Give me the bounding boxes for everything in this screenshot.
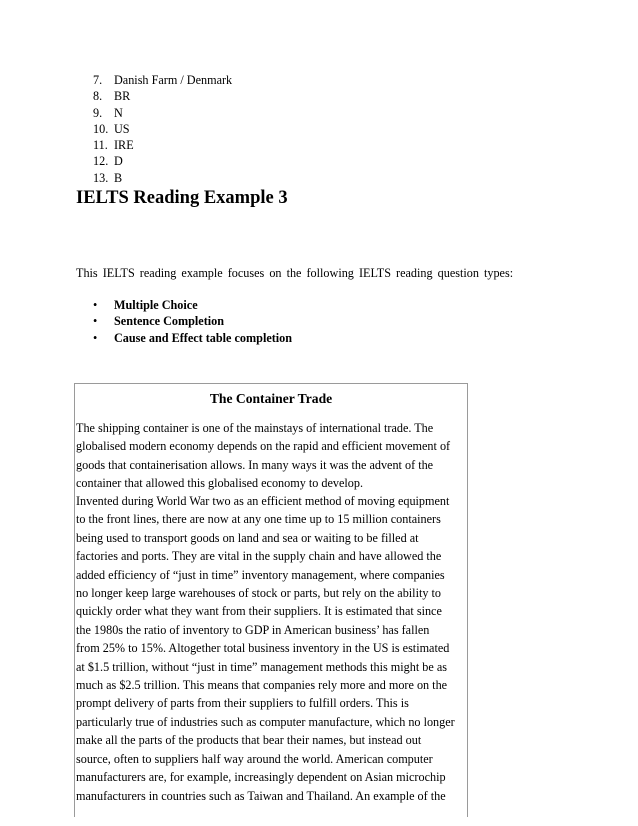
- answer-item: 7. Danish Farm / Denmark: [93, 73, 233, 87]
- passage-paragraph-1: [76, 419, 450, 493]
- bullet-icon: •: [93, 314, 98, 329]
- passage-line: Invented during World War two as an efficient method of moving equipment: [76, 494, 450, 508]
- passage-line: the 1980s the ratio of inventory to GDP in American business’ has fallen: [76, 622, 430, 637]
- bullet-icon: •: [93, 330, 98, 345]
- section-heading: IELTS Reading Example 3: [76, 188, 288, 208]
- passage-line: container that allowed this globalised economy to develop.: [76, 476, 364, 491]
- answer-item: 10. US: [93, 121, 130, 136]
- passage-line: globalised modern economy depends on the rapid and efficient movement of: [76, 439, 451, 454]
- passage-line: factories and ports. They are vital in the supply chain and have allowed the: [76, 549, 442, 564]
- passage-line: added efficiency of “just in time” inventory management, where companies: [76, 567, 445, 582]
- intro-text: This IELTS reading example focuses on the following IELTS reading question types:: [76, 266, 514, 280]
- passage-line: make all the parts of the products that bear their names, but instead out: [76, 733, 422, 748]
- passage-paragraph-2: [76, 492, 455, 805]
- passage-line: at $1.5 trillion, without “just in time” management methods this might be as: [76, 659, 447, 674]
- question-type-item: • Cause and Effect table completion: [93, 330, 293, 345]
- question-type-item: • Multiple Choice: [93, 298, 198, 312]
- passage-line: much as $2.5 trillion. This means that companies rely more and more on the: [76, 678, 448, 693]
- passage-line: goods that containerisation allows. In many ways it was the advent of the: [76, 457, 434, 472]
- passage-title: The Container Trade: [209, 391, 333, 406]
- passage-line: being used to transport goods on land and sea or waiting to be filled at: [76, 530, 419, 545]
- question-type-list: [93, 297, 292, 346]
- passage-line: prompt delivery of parts from their suppliers to fulfill orders. This is: [76, 696, 409, 711]
- answer-list: [93, 72, 232, 186]
- passage-line: from 25% to 15%. Altogether total business inventory in the US is estimated: [76, 641, 450, 656]
- passage-line: manufacturers are, for example, increasingly dependent on Asian microchip: [76, 770, 446, 785]
- passage-line: particularly true of industries such as computer manufacture, which no longer: [76, 714, 455, 729]
- passage-line: source, often to suppliers half way around the world. American computer: [76, 751, 433, 766]
- passage-line: quickly order what they want from their suppliers. It is estimated that since: [76, 604, 442, 619]
- bullet-icon: •: [93, 298, 98, 312]
- answer-item: 12. D: [93, 154, 123, 169]
- passage-line: no longer keep large warehouses of stock or parts, but rely on the ability to: [76, 586, 441, 601]
- answer-item: 13. B: [93, 170, 123, 185]
- passage-line: The shipping container is one of the mainstays of international trade. The: [76, 421, 434, 435]
- passage-line: to the front lines, there are now at any one time up to 15 million containers: [76, 512, 441, 527]
- answer-item: 8. BR: [93, 89, 131, 104]
- answer-item: 11. IRE: [93, 138, 134, 153]
- passage-line: manufacturers in countries such as Taiwan and Thailand. An example of the: [76, 788, 446, 803]
- reading-passage-box: [74, 383, 468, 817]
- question-type-item: • Sentence Completion: [93, 314, 225, 329]
- answer-item: 9. N: [93, 105, 123, 120]
